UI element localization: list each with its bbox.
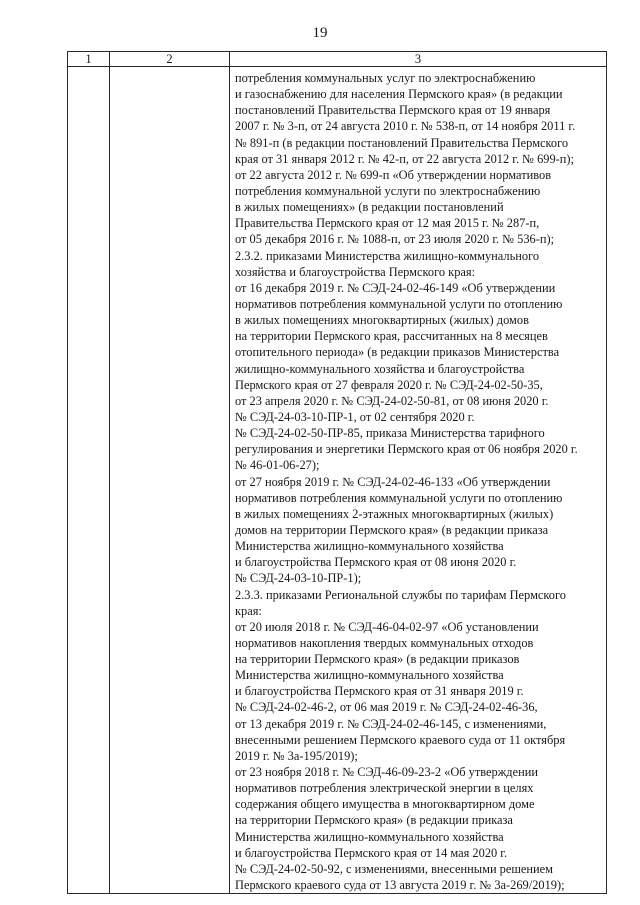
text-line: Пермского края от 27 февраля 2020 г. № СЭД-24-02-50-35, <box>235 377 543 392</box>
text-line: 2.3.2. приказами Министерства жилищно-коммунального <box>235 248 540 263</box>
text-line: № СЭД-24-03-10-ПР-1, от 02 сентября 2020 г. <box>235 409 475 424</box>
text-line: хозяйства и благоустройства Пермского края: <box>235 264 476 279</box>
text-line: от 05 декабря 2016 г. № 1088-п, от 23 июля 2020 г. № 536-п); <box>235 232 555 247</box>
table-row <box>68 67 607 894</box>
text-line: и благоустройства Пермского края от 08 июня 2020 г. <box>235 555 517 570</box>
text-line: Пермского краевого суда от 13 августа 2019 г. № 3а-269/2019); <box>235 878 565 893</box>
text-line: жилищно-коммунального хозяйства и благоустройства <box>235 361 525 376</box>
text-line: потребления коммунальных услуг по электроснабжению <box>235 71 536 85</box>
text-line: на территории Пермского края» (в редакции приказов <box>235 652 520 667</box>
text-line: № СЭД-24-02-50-ПР-85, приказа Министерства тарифного <box>235 426 545 441</box>
text-line: края: <box>235 603 262 618</box>
text-line: от 22 августа 2012 г. № 699-п «Об утверждении нормативов <box>235 167 552 182</box>
text-line: и газоснабжению для населения Пермского края» (в редакции <box>235 87 563 102</box>
text-line: от 16 декабря 2019 г. № СЭД-24-02-46-149 «Об утверждении <box>235 280 556 295</box>
text-line: домов на территории Пермского края» (в редакции приказа <box>235 522 549 537</box>
text-line: в жилых помещениях 2-этажных многоквартирных (жилых) <box>235 506 554 521</box>
text-line: № 891-п (в редакции постановлений Правительства Пермского <box>235 135 569 150</box>
text-line: и благоустройства Пермского края от 14 мая 2020 г. <box>235 845 508 860</box>
text-line: от 13 декабря 2019 г. № СЭД-24-02-46-145, с изменениями, <box>235 716 547 731</box>
header-col-2: 2 <box>110 52 230 67</box>
cell-col-1 <box>68 67 110 894</box>
text-line: № СЭД-24-02-50-92, с изменениями, внесенными решением <box>235 861 554 876</box>
text-line: и благоустройства Пермского края от 31 января 2019 г. <box>235 684 524 699</box>
text-line: в жилых помещениях многоквартирных (жилых) домов <box>235 313 529 328</box>
text-line: 2019 г. № 3а-195/2019); <box>235 748 358 763</box>
text-line: нормативов потребления коммунальной услуги по отоплению <box>235 296 563 311</box>
text-line: нормативов накопления твердых коммунальных отходов <box>235 635 534 650</box>
document-table <box>67 51 607 894</box>
text-line: внесенными решением Пермского краевого суда от 11 октября <box>235 732 566 747</box>
text-line: нормативов потребления электрической энергии в целях <box>235 781 534 796</box>
text-line: 2.3.3. приказами Региональной службы по тарифам Пермского <box>235 587 566 602</box>
text-line: постановлений Правительства Пермского края от 19 января <box>235 103 551 118</box>
text-line: в жилых помещениях» (в редакции постановлений <box>235 200 504 215</box>
page-number: 19 <box>312 25 328 41</box>
text-line: на территории Пермского края, рассчитанных на 8 месяцев <box>235 329 548 344</box>
text-line: Министерства жилищно-коммунального хозяйства <box>235 668 504 683</box>
header-col-3: 3 <box>230 52 607 67</box>
text-line: от 20 июля 2018 г. № СЭД-46-04-02-97 «Об установлении <box>235 619 539 634</box>
text-line: регулирования и энергетики Пермского края от 06 ноября 2020 г. <box>235 442 578 457</box>
text-line: края от 31 января 2012 г. № 42-п, от 22 августа 2012 г. № 699-п); <box>235 151 574 166</box>
text-line: Правительства Пермского края от 12 мая 2015 г. № 287-п, <box>235 216 540 231</box>
text-line: потребления коммунальной услуги по электроснабжению <box>235 183 541 198</box>
text-line: содержания общего имущества в многоквартирном доме <box>235 797 535 812</box>
text-line: 2007 г. № 3-п, от 24 августа 2010 г. № 538-п, от 14 ноября 2011 г. <box>235 119 576 134</box>
cell-text-block <box>230 67 606 893</box>
header-col-1: 1 <box>68 52 110 67</box>
text-line: № 46-01-06-27); <box>235 458 320 473</box>
cell-col-3 <box>230 67 607 894</box>
text-line: № СЭД-24-03-10-ПР-1); <box>235 571 362 586</box>
text-line: отопительного периода» (в редакции приказов Министерства <box>235 345 560 360</box>
text-line: от 27 ноября 2019 г. № СЭД-24-02-46-133 «Об утверждении <box>235 474 551 489</box>
text-line: Министерства жилищно-коммунального хозяйства <box>235 829 504 844</box>
text-line: от 23 апреля 2020 г. № СЭД-24-02-50-81, от 08 июня 2020 г. <box>235 393 549 408</box>
text-line: на территории Пермского края» (в редакции приказа <box>235 813 513 828</box>
table-header-row <box>68 52 607 67</box>
text-line: Министерства жилищно-коммунального хозяйства <box>235 539 504 554</box>
cell-col-2 <box>110 67 230 894</box>
text-line: нормативов потребления коммунальной услуги по отоплению <box>235 490 563 505</box>
text-line: № СЭД-24-02-46-2, от 06 мая 2019 г. № СЭД-24-02-46-36, <box>235 700 538 715</box>
text-line: от 23 ноября 2018 г. № СЭД-46-09-23-2 «Об утверждении <box>235 765 539 780</box>
